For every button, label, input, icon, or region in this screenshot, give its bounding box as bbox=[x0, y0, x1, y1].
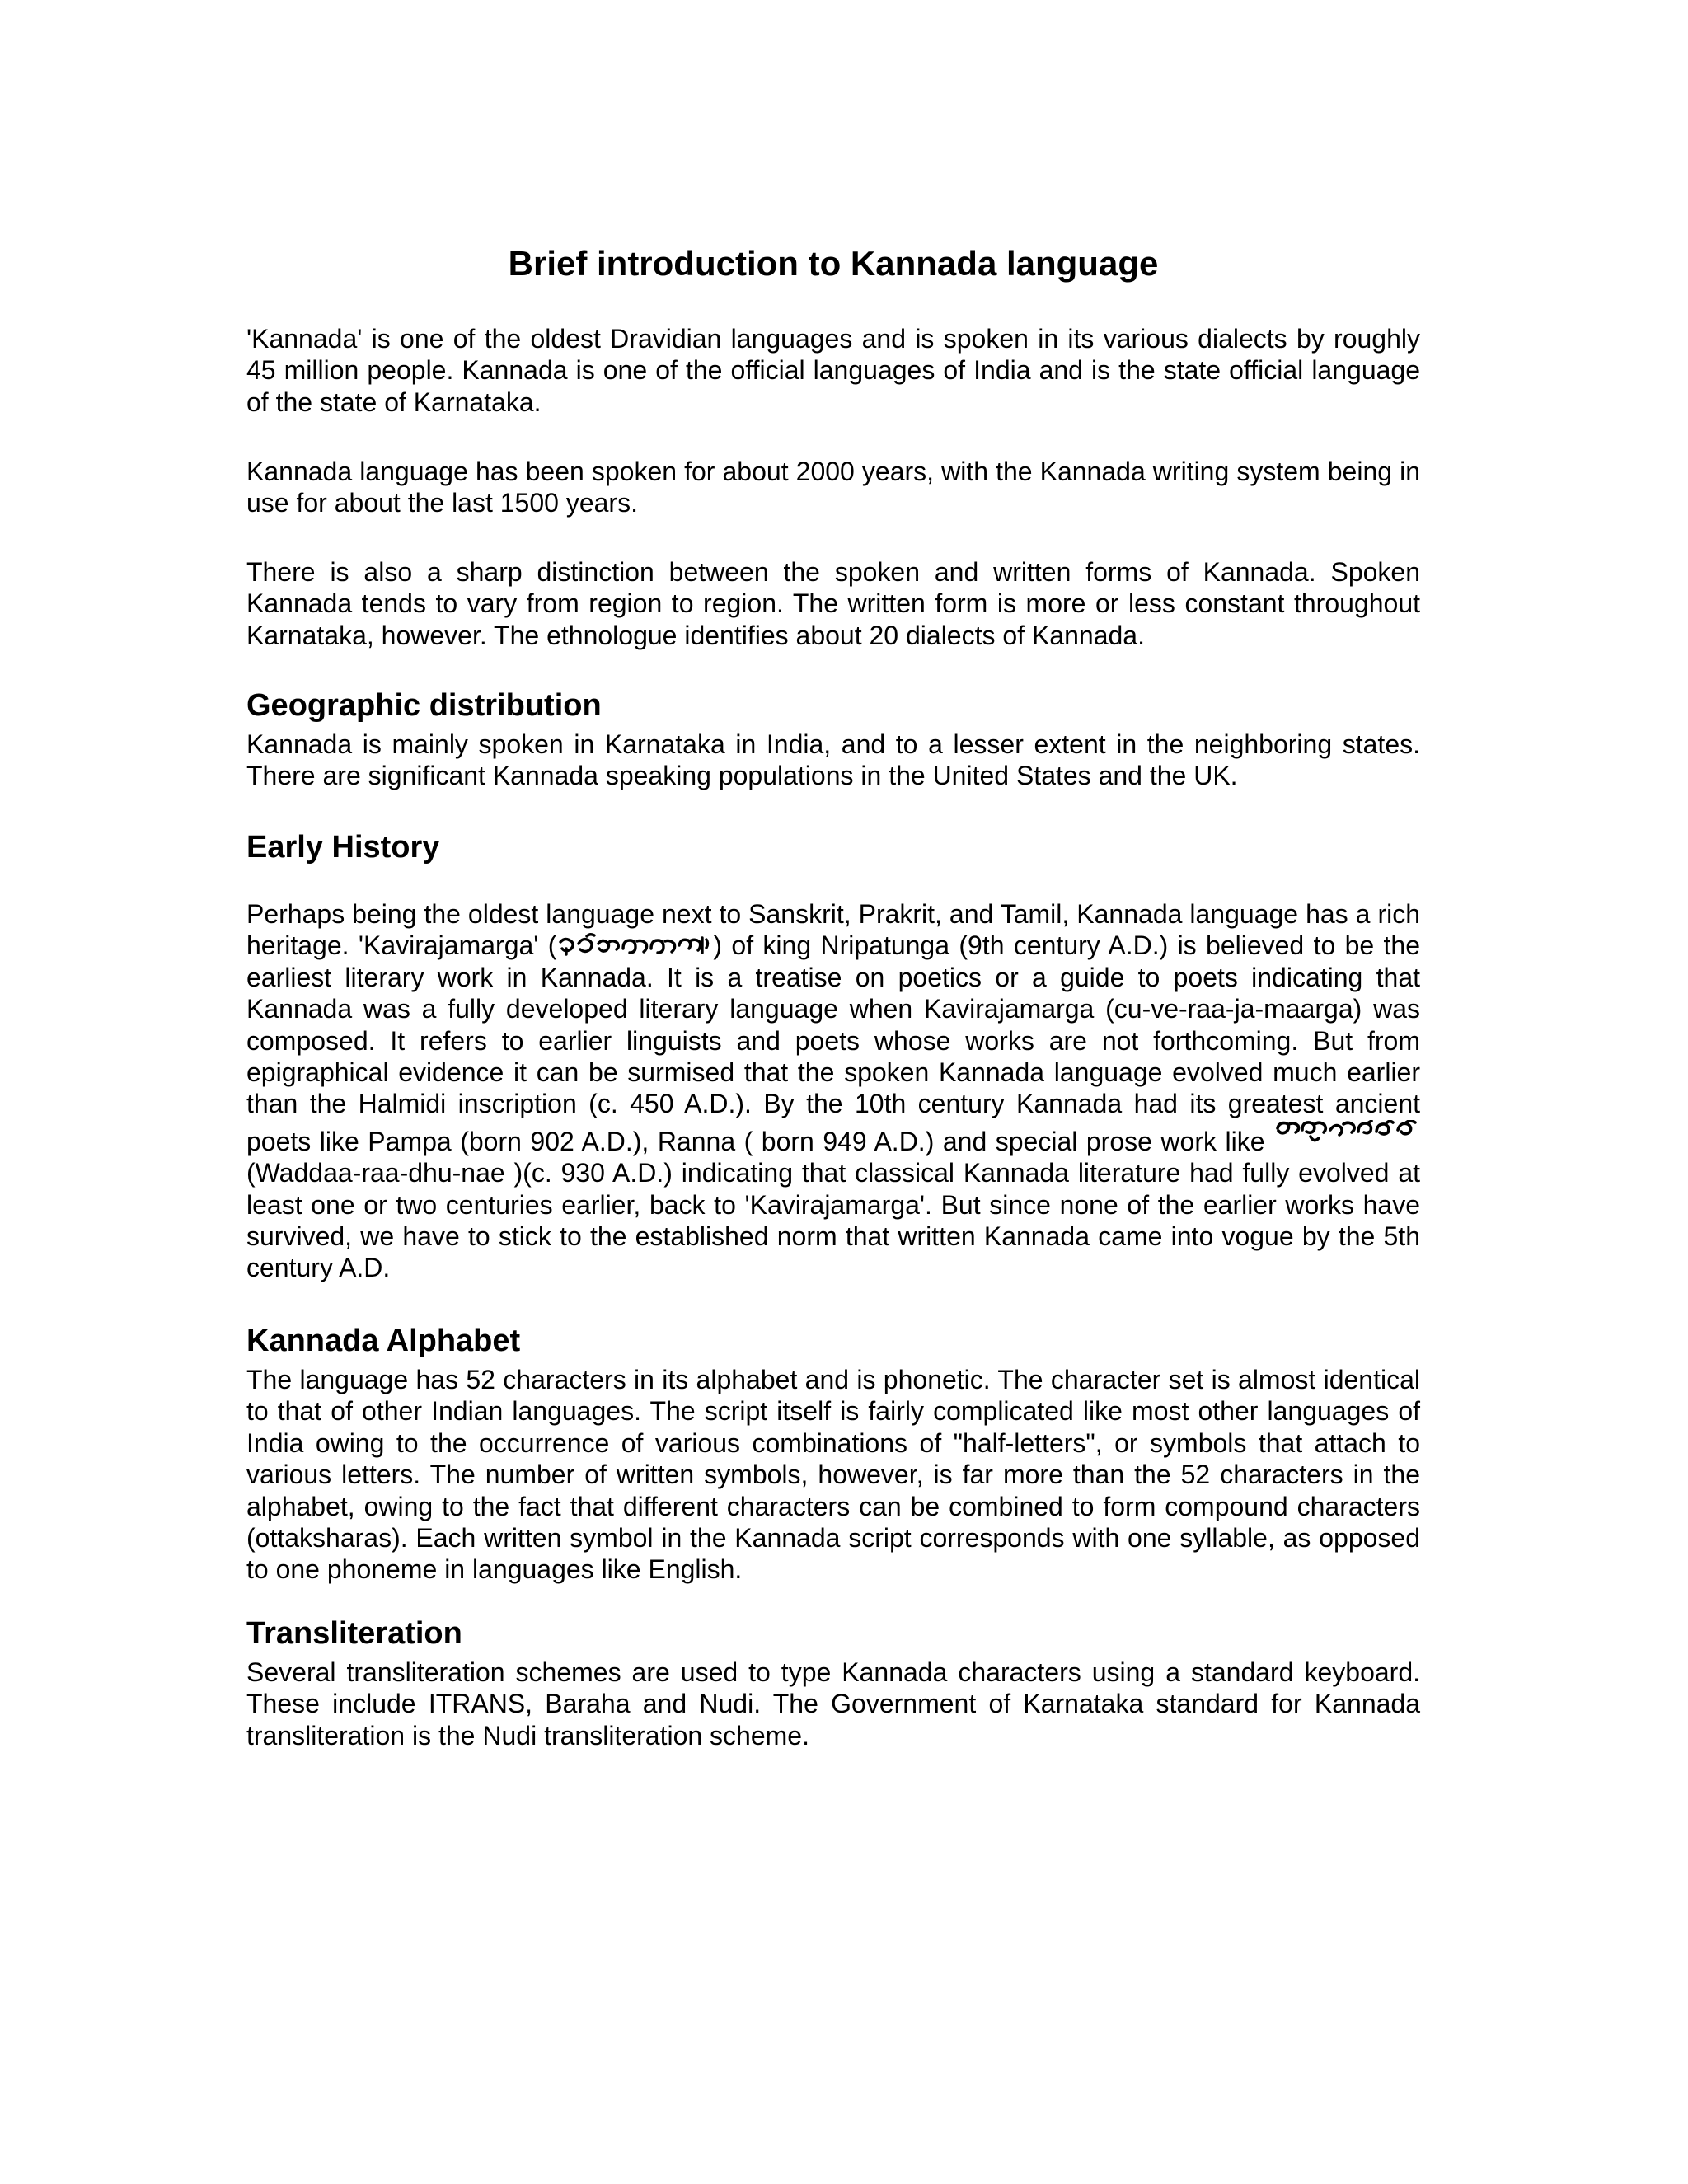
history-text-part-1: Perhaps being the oldest language next to Sanskrit, Prakrit, and Tamil, Kannada language has a rich heritage. 'Kavirajamarga' ( bbox=[246, 899, 1420, 961]
history-section bbox=[246, 829, 1420, 1284]
kavirajamarga-script-image bbox=[557, 932, 712, 957]
geo-heading: Geographic distribution bbox=[246, 688, 602, 723]
history-text-part-3: (Waddaa-raa-dhu-nae )(c. 930 A.D.) indicating that classical Kannada literature had fully evolved at least one or two centuries earlier, back to 'Kavirajamarga'. But since none of the earlier works have survived, we have to stick to the established norm that written Kannada came into vogue by the 5th century A.D. bbox=[246, 1158, 1420, 1283]
history-text-part-2: ) of king Nripatunga (9th century A.D.) is believed to be the earliest literary work in Kannada. It is a treatise on poetics or a guide to poets indicating that Kannada was a fully developed literary language when Kavirajamarga (cu-ve-raa-ja-maarga) was composed. It refers to earlier linguists and poets whose works are not forthcoming. But from epigraphical evidence it can be surmised that the spoken Kannada language evolved much earlier than the Halmidi inscription (c. 450 A.D.). By the 10th century Kannada had its greatest ancient poets like Pampa (born 902 A.D.), Ranna ( born 949 A.D.) and special prose work like bbox=[246, 930, 1421, 1156]
vaddaradhane-script-image bbox=[1274, 1120, 1419, 1153]
geo-section bbox=[246, 687, 1420, 792]
intro-paragraph-3-block bbox=[246, 556, 1420, 651]
alphabet-section bbox=[246, 1323, 1420, 1586]
translit-section bbox=[246, 1615, 1420, 1751]
translit-heading: Transliteration bbox=[246, 1616, 462, 1651]
alphabet-heading: Kannada Alphabet bbox=[246, 1324, 521, 1358]
intro-paragraph-1-block bbox=[246, 323, 1420, 418]
intro-paragraph-1: 'Kannada' is one of the oldest Dravidian languages and is spoken in its various dialects by roughly 45 million people. Kannada is one of the official languages of India and is the state official language of the state of Karnataka. bbox=[246, 324, 1420, 417]
vaddaradhane-script-glyphs bbox=[1274, 1120, 1419, 1153]
history-heading: Early History bbox=[246, 830, 440, 865]
kavirajamarga-script-glyphs bbox=[557, 932, 712, 957]
alphabet-paragraph: The language has 52 characters in its alphabet and is phonetic. The character set is almost identical to that of other Indian languages. The script itself is fairly complicated like most other languages of India owing to the occurrence of various combinations of "half-letters", or symbols that attach to various letters. The number of written symbols, however, is far more than the 52 characters in the alphabet, owing to the fact that different characters can be combined to form compound characters (ottaksharas). Each written symbol in the Kannada script corresponds with one syllable, as opposed to one phoneme in languages like English. bbox=[246, 1365, 1420, 1585]
history-paragraph bbox=[246, 898, 1420, 1284]
geo-paragraph: Kannada is mainly spoken in Karnataka in India, and to a lesser extent in the neighboring states. There are significant Kannada speaking populations in the United States and the UK. bbox=[246, 729, 1420, 791]
translit-paragraph: Several transliteration schemes are used to type Kannada characters using a standard keyboard. These include ITRANS, Baraha and Nudi. The Government of Karnataka standard for Kannada transliteration is the Nudi transliteration scheme. bbox=[246, 1657, 1420, 1750]
intro-paragraph-3: There is also a sharp distinction between the spoken and written forms of Kannada. Spoken Kannada tends to vary from region to region. The written form is more or less constant throughout Karnataka, however. The ethnologue identifies about 20 dialects of Kannada. bbox=[246, 557, 1420, 650]
document-title: Brief introduction to Kannada language bbox=[508, 244, 1159, 283]
intro-paragraph-2: Kannada language has been spoken for about 2000 years, with the Kannada writing system being in use for about the last 1500 years. bbox=[246, 457, 1420, 518]
intro-paragraph-2-block bbox=[246, 456, 1420, 519]
